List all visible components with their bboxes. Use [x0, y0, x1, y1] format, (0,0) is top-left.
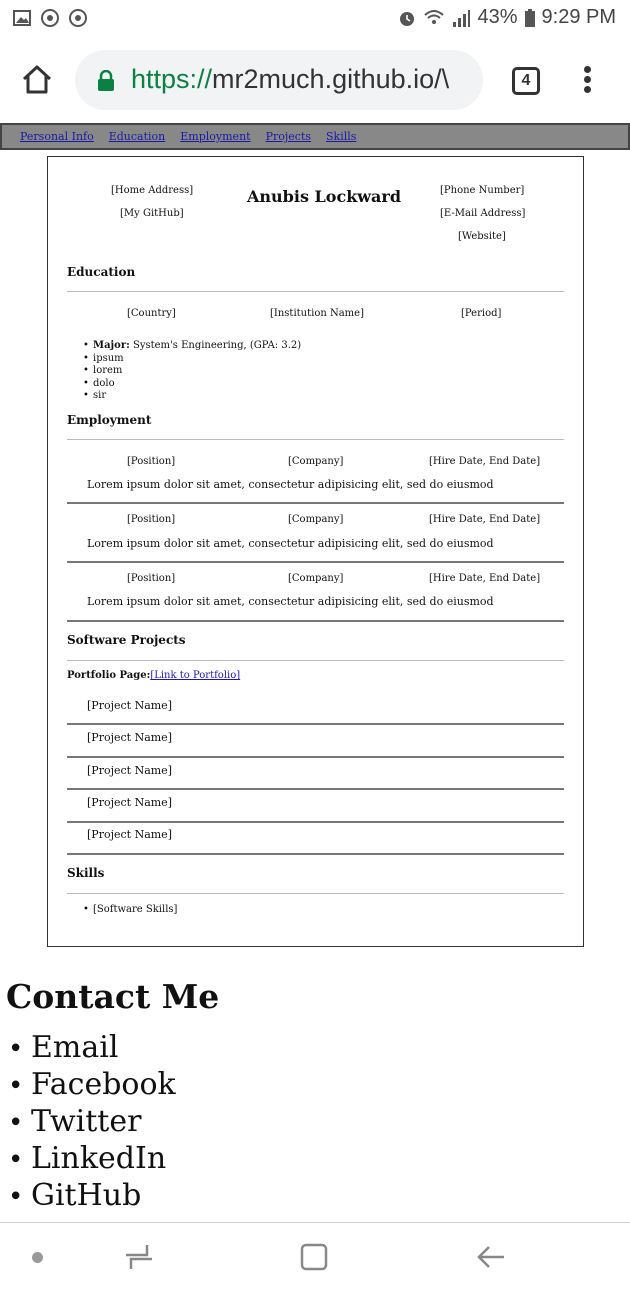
list-item: • sir: [83, 390, 301, 403]
nav-employment[interactable]: Employment: [180, 130, 251, 143]
divider: [67, 502, 564, 504]
job-dates: [Hire Date, End Date]: [429, 514, 541, 525]
portfolio-line: Portfolio Page:[Link to Portfolio]: [67, 670, 241, 681]
phone-number: [Phone Number]: [440, 185, 525, 196]
divider: [67, 439, 564, 440]
list-item: • [Software Skills]: [83, 904, 177, 917]
projects-heading: Software Projects: [67, 633, 186, 647]
job-description: Lorem ipsum dolor sit amet, consectetur adipisicing elit, sed do eiusmod: [87, 595, 494, 608]
contact-github[interactable]: • GitHub: [8, 1178, 176, 1215]
project-name: [Project Name]: [87, 828, 172, 841]
divider: [67, 756, 564, 758]
job-dates: [Hire Date, End Date]: [429, 573, 541, 584]
divider: [67, 561, 564, 563]
image-icon: [12, 8, 32, 28]
project-name: [Project Name]: [87, 796, 172, 809]
skills-list: [83, 904, 177, 917]
job-position: [Position]: [127, 514, 176, 525]
contact-email[interactable]: • Email: [8, 1030, 176, 1067]
list-item: • lorem: [83, 365, 301, 378]
portfolio-link[interactable]: [Link to Portfolio]: [150, 670, 241, 681]
education-period: [Period]: [461, 308, 502, 319]
url-text[interactable]: https://mr2much.github.io/\: [131, 64, 450, 94]
alarm-icon: [397, 8, 417, 28]
nav-personal-info[interactable]: Personal Info: [20, 130, 94, 143]
project-name: [Project Name]: [87, 731, 172, 744]
home-icon[interactable]: [20, 62, 54, 96]
address-bar[interactable]: [75, 50, 483, 110]
education-country: [Country]: [127, 308, 176, 319]
divider: [67, 660, 564, 661]
browser-toolbar: [0, 40, 630, 120]
education-institution: [Institution Name]: [270, 308, 364, 319]
system-nav-bar: [0, 1223, 630, 1295]
signal-icon: [451, 8, 471, 28]
nav-skills[interactable]: Skills: [326, 130, 357, 143]
battery-level: 43%: [477, 6, 518, 28]
job-dates: [Hire Date, End Date]: [429, 456, 541, 467]
back-icon[interactable]: [476, 1242, 506, 1272]
website: [Website]: [458, 231, 506, 242]
contact-linkedin[interactable]: • LinkedIn: [8, 1141, 176, 1178]
divider: [67, 821, 564, 823]
contact-heading: Contact Me: [6, 977, 220, 1016]
skills-heading: Skills: [67, 866, 105, 880]
contact-facebook[interactable]: • Facebook: [8, 1067, 176, 1104]
job-position: [Position]: [127, 573, 176, 584]
status-bar: [0, 0, 630, 40]
lock-icon: [97, 70, 115, 92]
more-menu-icon[interactable]: [580, 66, 594, 96]
divider: [67, 620, 564, 622]
list-item: • Major: System's Engineering, (GPA: 3.2): [83, 340, 301, 353]
battery-icon: [524, 8, 536, 28]
job-company: [Company]: [288, 514, 344, 525]
divider: [67, 291, 564, 292]
divider: [67, 893, 564, 894]
email-address: [E-Mail Address]: [440, 208, 526, 219]
education-details-list: [83, 340, 301, 403]
resume-card: [47, 156, 584, 947]
github-link: [My GitHub]: [120, 208, 184, 219]
page-title: Anubis Lockward: [247, 187, 402, 206]
nav-education[interactable]: Education: [108, 130, 166, 143]
divider: [67, 853, 564, 855]
sync-icon: [40, 8, 60, 28]
tab-switcher-button[interactable]: 4: [512, 67, 540, 95]
wifi-icon: [423, 8, 445, 28]
home-button-icon[interactable]: [300, 1242, 328, 1272]
list-item: • ipsum: [83, 353, 301, 366]
job-company: [Company]: [288, 456, 344, 467]
clock: 9:29 PM: [541, 6, 616, 28]
divider: [67, 788, 564, 790]
site-nav: [0, 123, 630, 150]
contact-twitter[interactable]: • Twitter: [8, 1104, 176, 1141]
project-name: [Project Name]: [87, 699, 172, 712]
nav-projects[interactable]: Projects: [265, 130, 312, 143]
job-company: [Company]: [288, 573, 344, 584]
list-item: • dolo: [83, 378, 301, 391]
recents-icon[interactable]: [123, 1241, 155, 1273]
home-address: [Home Address]: [111, 185, 194, 196]
contact-list: [8, 1030, 176, 1215]
education-heading: Education: [67, 265, 136, 279]
job-description: Lorem ipsum dolor sit amet, consectetur adipisicing elit, sed do eiusmod: [87, 478, 494, 491]
job-description: Lorem ipsum dolor sit amet, consectetur adipisicing elit, sed do eiusmod: [87, 537, 494, 550]
employment-heading: Employment: [67, 413, 152, 427]
sync-icon: [68, 8, 88, 28]
project-name: [Project Name]: [87, 764, 172, 777]
divider: [67, 723, 564, 725]
assistant-dot-icon[interactable]: [32, 1252, 43, 1263]
job-position: [Position]: [127, 456, 176, 467]
